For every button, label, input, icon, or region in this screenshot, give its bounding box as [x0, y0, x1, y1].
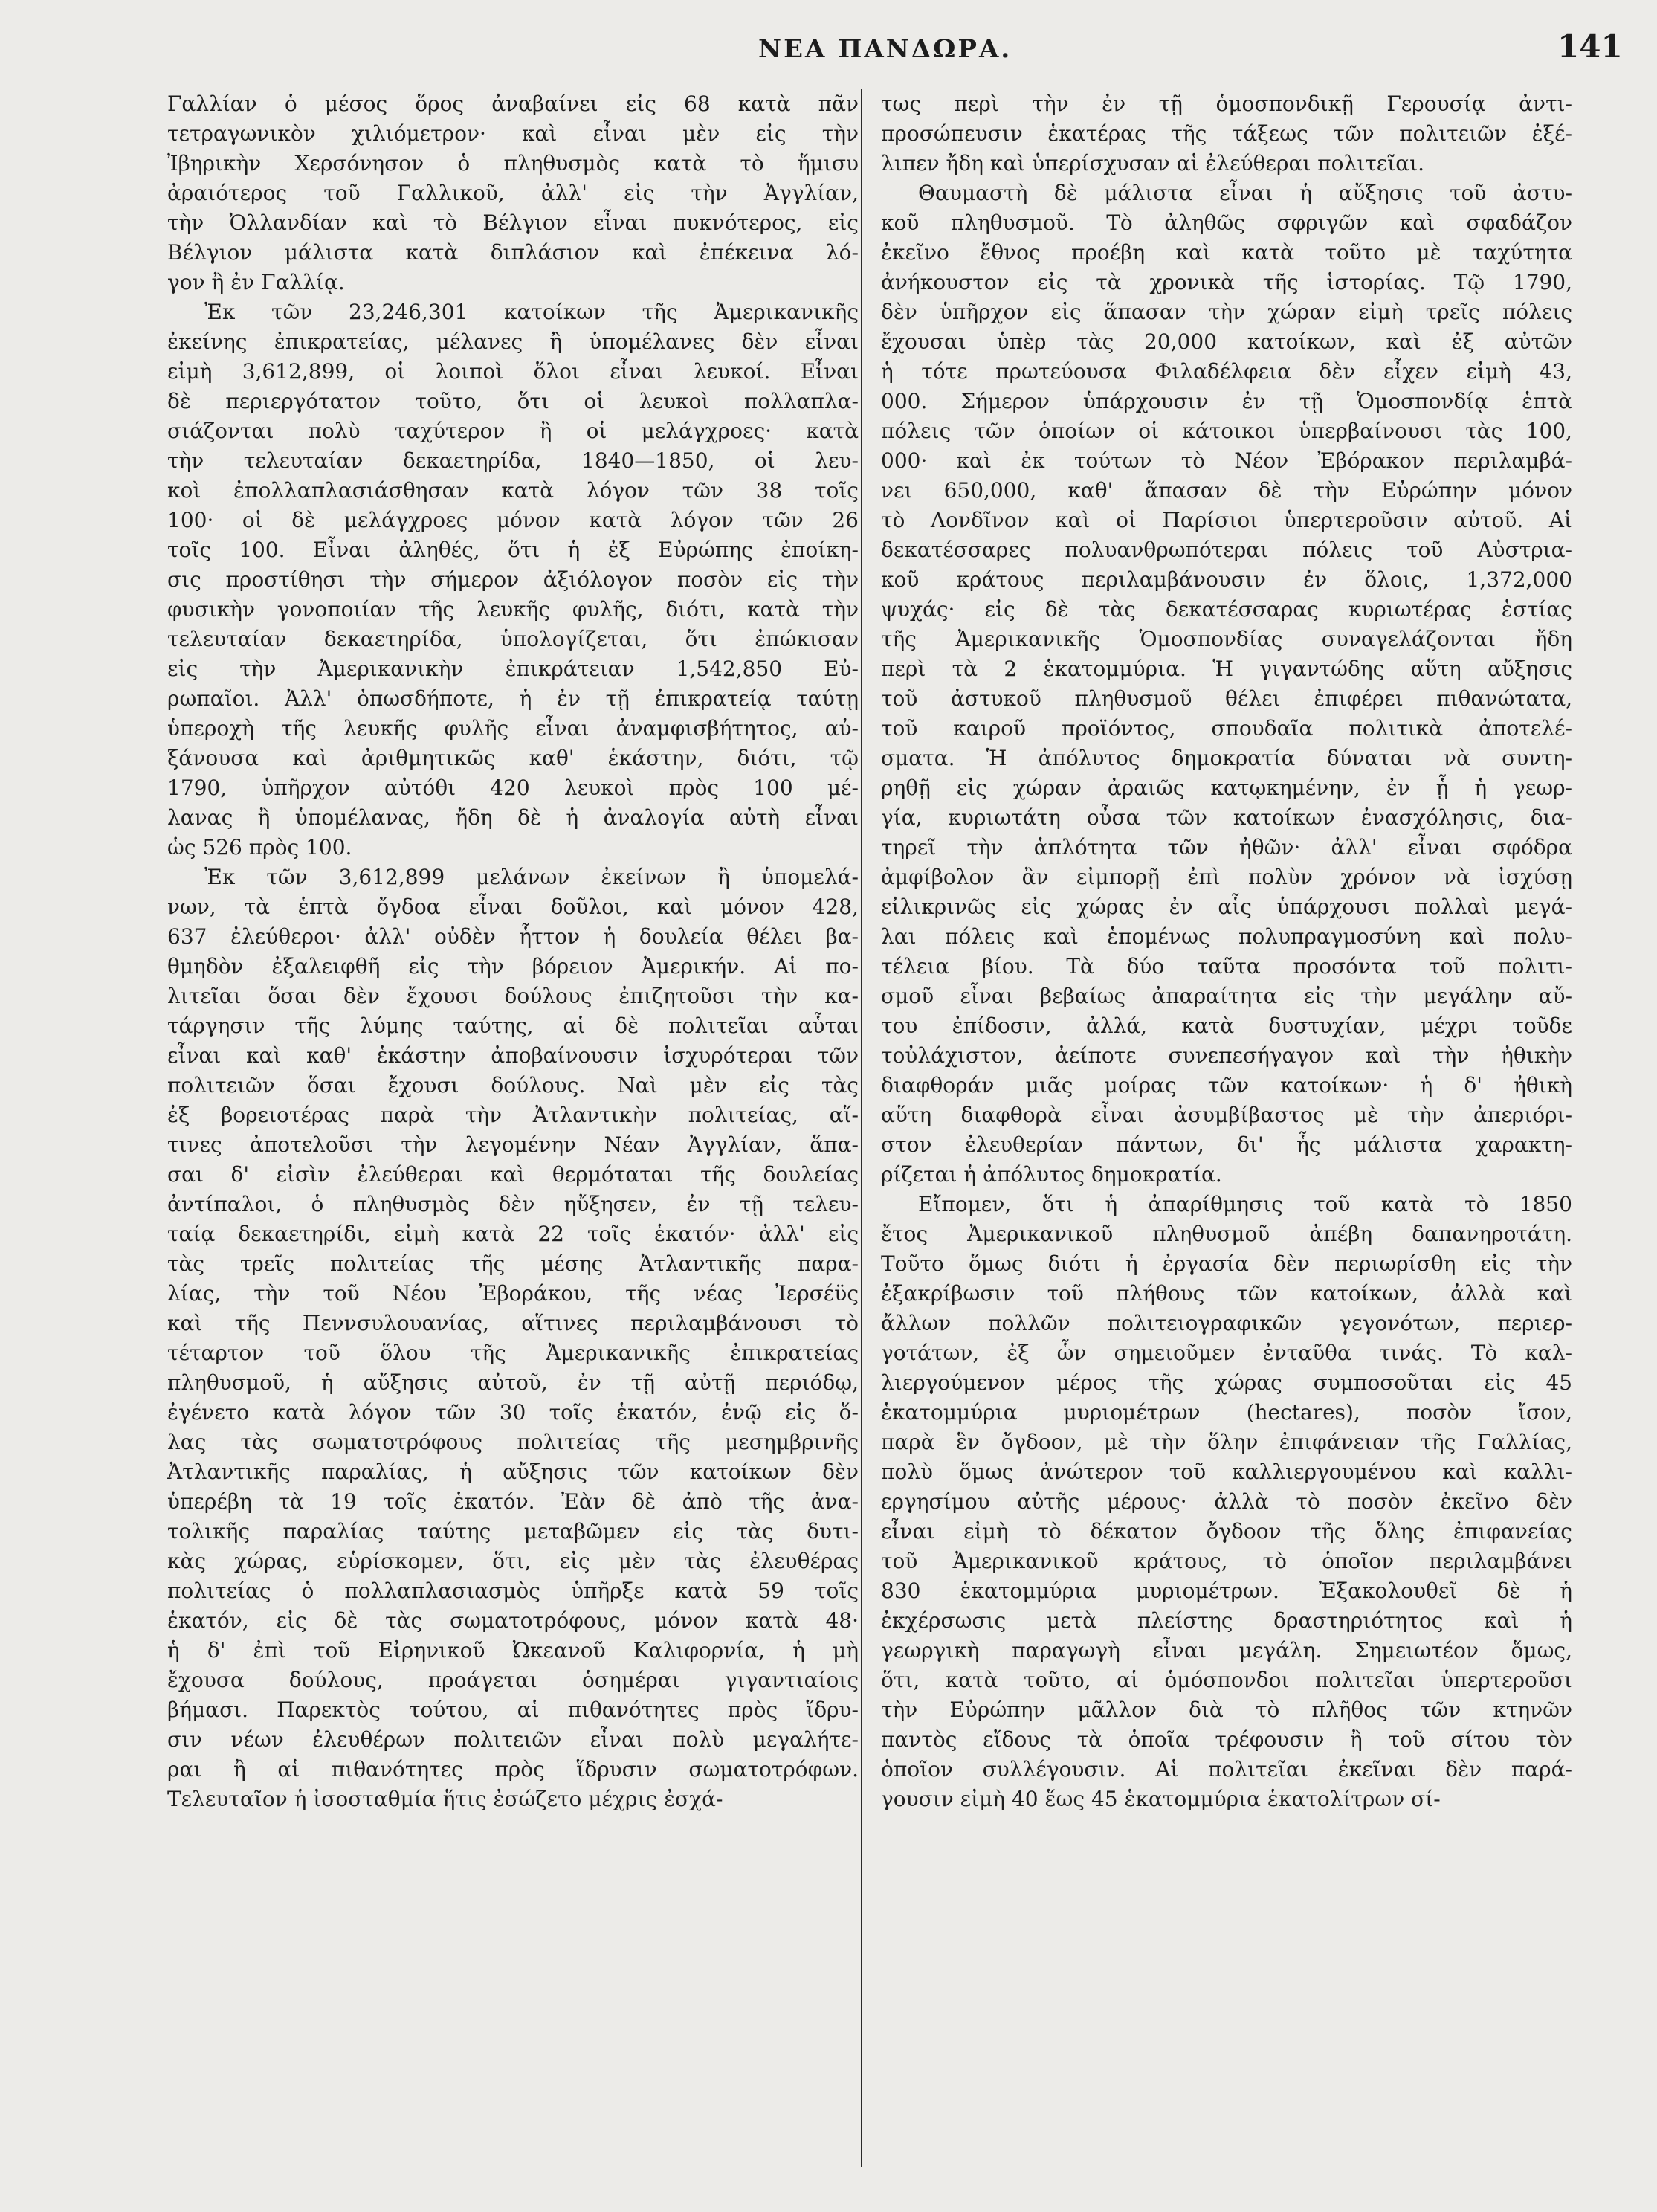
- text-line: καὶ τῆς Πεννσυλουανίας, αἵτινες περιλαμβάνουσι τὸ: [167, 1311, 859, 1335]
- text-line: τὸ Λονδῖνον καὶ οἱ Παρίσιοι ὑπερτεροῦσιν αὐτοῦ. Αἱ: [881, 508, 1572, 532]
- text-line: ἐγένετο κατὰ λόγον τῶν 30 τοῖς ἑκατόν, ἐνῷ εἰς ὅ-: [167, 1400, 859, 1425]
- text-line: ρίζεται ἡ ἀπόλυτος δημοκρατία.: [881, 1162, 1222, 1187]
- text-line: πολιτειῶν ὅσαι ἔχουσι δούλους. Ναὶ μὲν εἰς τὰς: [167, 1073, 859, 1097]
- text-line: τινες ἀποτελοῦσι τὴν λεγομένην Νέαν Ἀγγλίαν, ἅπα-: [167, 1132, 859, 1157]
- text-line: εργησίμου αὐτῆς μέρους· ἀλλὰ τὸ ποσὸν ἐκεῖνο δὲν: [881, 1489, 1572, 1514]
- text-line: ἄλλων πολλῶν πολιτειογραφικῶν γεγονότων, περιερ-: [881, 1311, 1572, 1335]
- text-line: φυσικὴν γονοποιίαν τῆς λευκῆς φυλῆς, διότι, κατὰ τὴν: [167, 597, 859, 622]
- text-line: γον ἢ ἐν Γαλλίᾳ.: [167, 270, 345, 294]
- text-line: Τοῦτο ὅμως διότι ἡ ἐργασία δὲν περιωρίσθη εἰς τὴν: [881, 1251, 1572, 1276]
- text-line: δὲν ὑπῆρχον εἰς ἅπασαν τὴν χώραν εἰμὴ τρεῖς πόλεις: [881, 300, 1572, 324]
- text-line: σαι δ' εἰσὶν ἐλεύθεραι καὶ θερμόταται τῆς δουλείας: [167, 1162, 859, 1187]
- text-line: ξάνουσα καὶ ἀριθμητικῶς καθ' ἑκάστην, διότι, τῷ: [167, 746, 859, 770]
- text-line: ἀμφίβολον ἂν εἰμπορῇ ἐπὶ πολὺν χρόνον νὰ ἰσχύσῃ: [881, 865, 1572, 889]
- text-line: Ἐκ τῶν 23,246,301 κατοίκων τῆς Ἀμερικανικῆς: [204, 300, 859, 324]
- left-text-column: [167, 89, 859, 1814]
- text-line: κοῦ πληθυσμοῦ. Τὸ ἀληθῶς σφριγῶν καὶ σφαδάζον: [881, 210, 1572, 235]
- text-line: 000. Σήμερον ὑπάρχουσιν ἐν τῇ Ὁμοσπονδίᾳ ἑπτὰ: [881, 389, 1572, 413]
- text-line: ὑπεροχὴ τῆς λευκῆς φυλῆς εἶναι ἀναμφισβήτητος, αὐ-: [167, 716, 859, 741]
- text-line: κοῦ κράτους περιλαμβάνουσιν ἐν ὅλοις, 1,372,000: [881, 567, 1572, 592]
- text-line: ἐκχέρσωσις μετὰ πλείστης δραστηριότητος καὶ ἡ: [881, 1608, 1572, 1633]
- text-line: ὡς 526 πρὸς 100.: [167, 835, 352, 860]
- text-line: 830 ἑκατομμύρια μυριομέτρων. Ἐξακολουθεῖ δὲ ἡ: [881, 1579, 1572, 1603]
- text-line: ρηθῇ εἰς χώραν ἀραιῶς κατῳκημένην, ἐν ᾗ ἡ γεωρ-: [881, 776, 1572, 800]
- text-line: Θαυμαστὴ δὲ μάλιστα εἶναι ἡ αὔξησις τοῦ ἀστυ-: [918, 181, 1572, 205]
- text-line: ἀραιότερος τοῦ Γαλλικοῦ, ἀλλ' εἰς τὴν Ἀγγλίαν,: [167, 181, 859, 205]
- text-line: τὴν Εὐρώπην μᾶλλον διὰ τὸ πλῆθος τῶν κτηνῶν: [881, 1697, 1572, 1722]
- text-line: Ἰβηρικὴν Χερσόνησον ὁ πληθυσμὸς κατὰ τὸ ἥμισυ: [167, 151, 859, 175]
- text-line: Βέλγιον μάλιστα κατὰ διπλάσιον καὶ ἐπέκεινα λό-: [167, 240, 859, 265]
- text-line: λιτεῖαι ὅσαι δὲν ἔχουσι δούλους ἐπιζητοῦσι τὴν κα-: [167, 984, 859, 1008]
- text-line: τελευταίαν δεκαετηρίδα, ὑπολογίζεται, ὅτι ἐπώκισαν: [167, 627, 859, 651]
- text-line: λιεργούμενον μέρος τῆς χώρας συμποσοῦται εἰς 45: [881, 1370, 1572, 1395]
- text-line: λίας, τὴν τοῦ Νέου Ἐβοράκου, τῆς νέας Ἰερσέϋς: [167, 1281, 859, 1306]
- text-line: εἶναι καὶ καθ' ἑκάστην ἀποβαίνουσιν ἰσχυρότεραι τῶν: [167, 1043, 859, 1068]
- text-line: γεωργικὴ παραγωγὴ εἶναι μεγάλη. Σημειωτέον ὅμως,: [881, 1638, 1572, 1663]
- text-line: ἔχουσα δούλους, προάγεται ὁσημέραι γιγαντιαίοις: [167, 1668, 859, 1692]
- text-line: τὰς τρεῖς πολιτείας τῆς μέσης Ἀτλαντικῆς παρα-: [167, 1251, 859, 1276]
- running-title: ΝΕΑ ΠΑΝΔΩΡΑ.: [758, 34, 1012, 64]
- text-line: ἐκεῖνο ἔθνος προέβη καὶ κατὰ τοῦτο μὲ ταχύτητα: [881, 240, 1572, 265]
- text-line: ὅτι, κατὰ τοῦτο, αἱ ὁμόσπονδοι πολιτεῖαι ὑπερτεροῦσι: [881, 1668, 1572, 1692]
- text-line: σματα. Ἡ ἀπόλυτος δημοκρατία δύναται νὰ συντη-: [881, 746, 1572, 770]
- text-line: τολικῆς παραλίας ταύτης μεταβῶμεν εἰς τὰς δυτι-: [167, 1519, 859, 1544]
- text-line: ἑκατομμύρια μυριομέτρων (hectares), ποσὸν ἴσον,: [881, 1400, 1572, 1425]
- text-line: γοτάτων, ἐξ ὧν σημειοῦμεν ἐνταῦθα τινάς. Τὸ καλ-: [881, 1341, 1572, 1365]
- text-line: σμοῦ εἶναι βεβαίως ἀπαραίτητα εἰς τὴν μεγάλην αὔ-: [881, 984, 1572, 1008]
- text-line: 637 ἐλεύθεροι· ἀλλ' οὐδὲν ἧττον ἡ δουλεία θέλει βα-: [167, 924, 859, 949]
- text-line: νει 650,000, καθ' ἅπασαν δὲ τὴν Εὐρώπην μόνον: [881, 478, 1572, 503]
- text-line: δὲ περιεργότατον τοῦτο, ὅτι οἱ λευκοὶ πολλαπλα-: [167, 389, 859, 413]
- text-line: παντὸς εἴδους τὰ ὁποῖα τρέφουσιν ἢ τοῦ σίτου τὸν: [881, 1727, 1572, 1752]
- text-line: ἐξ βορειοτέρας παρὰ τὴν Ἀτλαντικὴν πολιτείας, αἵ-: [167, 1103, 859, 1127]
- text-line: εἰμὴ 3,612,899, οἱ λοιποὶ ὅλοι εἶναι λευκοί. Εἶναι: [167, 359, 859, 384]
- text-line: ταίᾳ δεκαετηρίδι, εἰμὴ κατὰ 22 τοῖς ἑκατόν· ἀλλ' εἰς: [167, 1222, 859, 1246]
- text-line: του ἐπίδοσιν, ἀλλά, κατὰ δυστυχίαν, μέχρι τοῦδε: [881, 1013, 1572, 1038]
- text-line: τοῦ καιροῦ προϊόντος, σπουδαῖα πολιτικὰ ἀποτελέ-: [881, 716, 1572, 741]
- column-divider: [861, 89, 862, 2167]
- text-line: ἀντίπαλοι, ὁ πληθυσμὸς δὲν ηὔξησεν, ἐν τῇ τελευ-: [167, 1192, 859, 1216]
- text-line: 1790, ὑπῆρχον αὐτόθι 420 λευκοὶ πρὸς 100 μέ-: [167, 776, 859, 800]
- text-line: Τελευταῖον ἡ ἰσοσταθμία ἥτις ἐσώζετο μέχρις ἐσχά-: [167, 1787, 723, 1811]
- text-line: τηρεῖ τὴν ἁπλότητα τῶν ἠθῶν· ἀλλ' εἶναι σφόδρα: [881, 835, 1572, 860]
- text-line: τοῖς 100. Εἶναι ἀληθές, ὅτι ἡ ἐξ Εὐρώπης ἐποίκη-: [167, 538, 859, 562]
- text-line: τοῦ Ἀμερικανικοῦ κράτους, τὸ ὁποῖον περιλαμβάνει: [881, 1549, 1572, 1573]
- text-line: λιπεν ἤδη καὶ ὑπερίσχυσαν αἱ ἐλεύθεραι πολιτεῖαι.: [881, 151, 1425, 175]
- text-line: στον ἐλευθερίαν πάντων, δι' ἧς μάλιστα χαρακτη-: [881, 1132, 1572, 1157]
- text-line: γουσιν εἰμὴ 40 ἕως 45 ἑκατομμύρια ἑκατολίτρων σί-: [881, 1787, 1441, 1811]
- page-header: [0, 28, 1657, 71]
- text-line: τὴν Ὀλλανδίαν καὶ τὸ Βέλγιον εἶναι πυκνότερος, εἰς: [167, 210, 859, 235]
- text-line: τοῦ ἀστυκοῦ πληθυσμοῦ θέλει ἐπιφέρει πιθανώτατα,: [881, 686, 1572, 711]
- text-line: ἐξακρίβωσιν τοῦ πλήθους τῶν κατοίκων, ἀλλὰ καὶ: [881, 1281, 1572, 1306]
- text-line: πολὺ ὅμως ἀνώτερον τοῦ καλλιεργουμένου καὶ καλλι-: [881, 1460, 1572, 1484]
- text-line: κοὶ ἐπολλαπλασιάσθησαν κατὰ λόγον τῶν 38 τοῖς: [167, 478, 859, 503]
- text-line: πληθυσμοῦ, ἡ αὔξησις αὐτοῦ, ἐν τῇ αὐτῇ περιόδῳ,: [167, 1370, 859, 1395]
- text-line: Εἴπομεν, ὅτι ἡ ἀπαρίθμησις τοῦ κατὰ τὸ 1850: [918, 1192, 1572, 1216]
- text-line: ἡ δ' ἐπὶ τοῦ Εἰρηνικοῦ Ὠκεανοῦ Καλιφορνία, ἡ μὴ: [167, 1638, 859, 1663]
- text-line: Γαλλίαν ὁ μέσος ὅρος ἀναβαίνει εἰς 68 κατὰ πᾶν: [167, 91, 859, 116]
- text-line: λανας ἢ ὑπομέλανας, ἤδη δὲ ἡ ἀναλογία αὐτὴ εἶναι: [167, 805, 859, 830]
- text-line: ψυχάς· εἰς δὲ τὰς δεκατέσσαρας κυριωτέρας ἑστίας: [881, 597, 1572, 622]
- text-line: ραι ἢ αἱ πιθανότητες πρὸς ἵδρυσιν σωματοτρόφων.: [167, 1757, 859, 1781]
- text-line: ἡ τότε πρωτεύουσα Φιλαδέλφεια δὲν εἶχεν εἰμὴ 43,: [881, 359, 1572, 384]
- text-line: Ἐκ τῶν 3,612,899 μελάνων ἐκείνων ἢ ὑπομελά-: [204, 865, 859, 889]
- text-line: αὕτη διαφθορὰ εἶναι ἀσυμβίβαστος μὲ τὴν ἀπεριόρι-: [881, 1103, 1572, 1127]
- text-line: ἑκατόν, εἰς δὲ τὰς σωματοτρόφους, μόνον κατὰ 48·: [167, 1608, 859, 1633]
- text-line: τοὐλάχιστον, ἀείποτε συνεπεσήγαγον καὶ τὴν ἠθικὴν: [881, 1043, 1572, 1068]
- text-line: Ἀτλαντικῆς παραλίας, ἡ αὔξησις τῶν κατοίκων δὲν: [167, 1460, 859, 1484]
- text-line: περὶ τὰ 2 ἑκατομμύρια. Ἡ γιγαντώδης αὕτη αὔξησις: [881, 657, 1572, 681]
- page-number: 141: [1557, 28, 1623, 65]
- text-line: σιν νέων ἐλευθέρων πολιτειῶν εἶναι πολὺ μεγαλήτε-: [167, 1727, 859, 1752]
- right-text-column: [881, 89, 1572, 1814]
- text-line: ὑπερέβη τὰ 19 τοῖς ἑκατόν. Ἐὰν δὲ ἀπὸ τῆς ἀνα-: [167, 1489, 859, 1514]
- text-line: κὰς χώρας, εὑρίσκομεν, ὅτι, εἰς μὲν τὰς ἐλευθέρας: [167, 1549, 859, 1573]
- text-line: νων, τὰ ἑπτὰ ὄγδοα εἶναι δοῦλοι, καὶ μόνον 428,: [167, 894, 859, 919]
- text-line: τετραγωνικὸν χιλιόμετρον· καὶ εἶναι μὲν εἰς τὴν: [167, 121, 859, 146]
- text-line: εἶναι εἰμὴ τὸ δέκατον ὄγδοον τῆς ὅλης ἐπιφανείας: [881, 1519, 1572, 1544]
- text-line: γία, κυριωτάτη οὖσα τῶν κατοίκων ἐνασχόλησις, δια-: [881, 805, 1572, 830]
- text-line: διαφθοράν μιᾶς μοίρας τῶν κατοίκων· ἡ δ' ἠθικὴ: [881, 1073, 1572, 1097]
- text-line: ὁποῖον συλλέγουσιν. Αἱ πολιτεῖαι ἐκεῖναι δὲν παρά-: [881, 1757, 1572, 1781]
- text-line: τέταρτον τοῦ ὅλου τῆς Ἀμερικανικῆς ἐπικρατείας: [167, 1341, 859, 1365]
- text-line: τως περὶ τὴν ἐν τῇ ὁμοσπονδικῇ Γερουσίᾳ ἀντι-: [881, 91, 1572, 116]
- text-line: ἐκείνης ἐπικρατείας, μέλανες ἢ ὑπομέλανες δὲν εἶναι: [167, 329, 859, 354]
- text-line: θμηδὸν ἐξαλειφθῆ εἰς τὴν βόρειον Ἀμερικήν. Αἱ πο-: [167, 954, 859, 978]
- text-line: προσώπευσιν ἑκατέρας τῆς τάξεως τῶν πολιτειῶν ἐξέ-: [881, 121, 1572, 146]
- text-line: πόλεις τῶν ὁποίων οἱ κάτοικοι ὑπερβαίνουσι τὰς 100,: [881, 419, 1572, 443]
- text-line: πολιτείας ὁ πολλαπλασιασμὸς ὑπῆρξε κατὰ 59 τοῖς: [167, 1579, 859, 1603]
- text-line: ἔτος Ἀμερικανικοῦ πληθυσμοῦ ἀπέβη δαπανηροτάτη.: [881, 1222, 1572, 1246]
- text-line: λαι πόλεις καὶ ἑπομένως πολυπραγμοσύνη καὶ πολυ-: [881, 924, 1572, 949]
- text-line: εἰς τὴν Ἀμερικανικὴν ἐπικράτειαν 1,542,850 Εὐ-: [167, 657, 859, 681]
- text-line: τῆς Ἀμερικανικῆς Ὁμοσπονδίας συναγελάζονται ἤδη: [881, 627, 1572, 651]
- text-line: 000· καὶ ἐκ τούτων τὸ Νέον Ἐβόρακον περιλαμβά-: [881, 448, 1572, 473]
- text-line: ἀνήκουστον εἰς τὰ χρονικὰ τῆς ἱστορίας. Τῷ 1790,: [881, 270, 1572, 294]
- text-line: ρωπαῖοι. Ἀλλ' ὁπωσδήποτε, ἡ ἐν τῇ ἐπικρατείᾳ ταύτῃ: [167, 686, 859, 711]
- text-line: δεκατέσσαρες πολυανθρωπότεραι πόλεις τοῦ Αὐστρια-: [881, 538, 1572, 562]
- text-line: λας τὰς σωματοτρόφους πολιτείας τῆς μεσημβρινῆς: [167, 1430, 859, 1454]
- text-line: βήμασι. Παρεκτὸς τούτου, αἱ πιθανότητες πρὸς ἵδρυ-: [167, 1697, 859, 1722]
- text-line: εἰλικρινῶς εἰς χώρας ἐν αἷς ὑπάρχουσι πολλαὶ μεγά-: [881, 894, 1572, 919]
- text-line: σιάζονται πολὺ ταχύτερον ἢ οἱ μελάγχροες· κατὰ: [167, 419, 859, 443]
- text-line: τέλεια βίου. Τὰ δύο ταῦτα προσόντα τοῦ πολιτι-: [881, 954, 1572, 978]
- text-line: τάργησιν τῆς λύμης ταύτης, αἱ δὲ πολιτεῖαι αὗται: [167, 1013, 859, 1038]
- text-line: τὴν τελευταίαν δεκαετηρίδα, 1840—1850, οἱ λευ-: [167, 448, 859, 473]
- text-line: 100· οἱ δὲ μελάγχροες μόνον κατὰ λόγον τῶν 26: [167, 508, 859, 532]
- text-line: σις προστίθησι τὴν σήμερον ἀξιόλογον ποσὸν εἰς τὴν: [167, 567, 859, 592]
- text-line: ἔχουσαι ὑπὲρ τὰς 20,000 κατοίκων, καὶ ἐξ αὐτῶν: [881, 329, 1572, 354]
- text-line: παρὰ ἓν ὄγδοον, μὲ τὴν ὅλην ἐπιφάνειαν τῆς Γαλλίας,: [881, 1430, 1572, 1454]
